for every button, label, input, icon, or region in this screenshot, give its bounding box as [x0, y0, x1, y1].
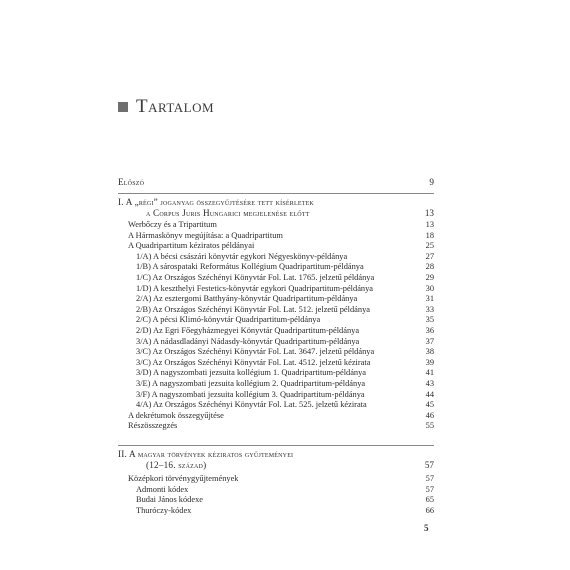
toc-entry-label: 3/D) A nagyszombati jezsuita kollégium 1. Quadripartitum-példánya: [136, 368, 367, 378]
toc-entry-page: 46: [425, 410, 434, 420]
toc-entry-page: 41: [425, 368, 434, 378]
toc-entry-page: 65: [425, 495, 434, 505]
toc-entry-page: 55: [425, 421, 434, 431]
toc-entry-page: 43: [425, 379, 434, 388]
toc-entry-label: 2/B) Az Országos Széchényi Könyvtár Fol. Lat. 512. jelzetű példánya: [136, 304, 370, 314]
toc-entry[interactable]: [118, 485, 434, 496]
toc-entry-page: 57: [424, 460, 434, 470]
toc-entry-page: 38: [425, 347, 434, 357]
toc-entry-label: A Quadripartitum kéziratos példányai: [128, 241, 255, 251]
toc-entry-page: 13: [424, 208, 434, 218]
toc-entry-page: 18: [425, 230, 434, 240]
toc-entry[interactable]: [118, 241, 434, 252]
toc-entry-label: A Hármaskönyv megújítása: a Quadripartitum: [128, 230, 283, 240]
toc-entry-page: 57: [425, 474, 434, 483]
toc-part-2-subtitle[interactable]: [118, 460, 434, 471]
toc-entry-label: Részösszegzés: [128, 421, 178, 431]
toc-entry-page: 57: [425, 484, 434, 494]
toc-entry-page: 45: [425, 400, 434, 410]
toc-entry[interactable]: [118, 400, 434, 411]
toc-entry-page: 13: [425, 220, 434, 229]
toc-entry-page: 66: [425, 506, 434, 516]
toc-part-label: II. A magyar törvények kéziratos gyűjteményei: [118, 449, 294, 459]
toc-entry-eloszo[interactable]: [118, 177, 434, 188]
toc-entry-label: 2/D) Az Egri Főegyházmegyei Könyvtár Quadripartitum-példánya: [136, 326, 360, 335]
toc-entry-page: 33: [425, 304, 434, 314]
toc-entry-page: 30: [425, 283, 434, 293]
toc-entry-label: Középkori törvénygyűjtemények: [128, 474, 239, 483]
toc-entry-label: 2/C) A pécsi Klimó-könyvtár Quadripartitum-példánya: [136, 315, 321, 325]
toc-entry[interactable]: [118, 220, 434, 231]
section-divider: [118, 445, 434, 446]
toc-entry[interactable]: [118, 294, 434, 305]
toc-entry-page: 9: [429, 177, 434, 187]
toc-entry-label: Budai János kódexe: [136, 495, 203, 505]
toc-entry-label: 3/F) A nagyszombati jezsuita kollégium 3. Quadripartitum-példánya: [136, 389, 365, 399]
toc-entry-page: 31: [425, 294, 434, 304]
toc-part-1-subtitle[interactable]: [118, 208, 434, 219]
toc-entry[interactable]: [118, 358, 434, 369]
page-number: 5: [424, 523, 429, 533]
toc-entry[interactable]: [118, 231, 434, 242]
toc-entry-label: 4/A) Az Országos Széchényi Könyvtár Fol. Lat. 525. jelzetű kézirata: [136, 400, 367, 410]
toc-part-2-title[interactable]: [118, 449, 434, 460]
toc-entry[interactable]: [118, 262, 434, 273]
toc-entry-label: 1/D) A keszthelyi Festetics-könyvtár egykori Quadripartitum-példánya: [136, 283, 373, 293]
toc-entry-label: 3/A) A nádasdladányi Nádasdy-könyvtár Quadripartitum-példánya: [136, 336, 360, 346]
toc-entry-label: 2/A) Az esztergomi Batthyány-könyvtár Quadripartitum-példánya: [136, 294, 358, 304]
toc-entry-page: 29: [425, 273, 434, 282]
toc-entry-label: Előszó: [118, 177, 145, 187]
toc-entry[interactable]: [118, 421, 434, 432]
page-title: Tartalom: [136, 96, 215, 117]
toc-entry-label: 1/B) A sárospataki Református Kollégium Quadripartitum-példánya: [136, 262, 364, 272]
toc-part-label: I. A „régi” joganyag összegyűjtésére tett kísérletek: [118, 197, 314, 207]
toc-entry-page: 25: [425, 241, 434, 251]
toc-entry[interactable]: [118, 495, 434, 506]
toc-entry[interactable]: [118, 474, 434, 485]
toc-entry[interactable]: [118, 326, 434, 337]
toc-entry[interactable]: [118, 337, 434, 348]
toc-part-label-cont: a Corpus Juris Hungarici megjelenése előtt: [146, 208, 310, 218]
toc-entry-label: Werbőczy és a Tripartitum: [128, 220, 217, 229]
toc-entry-page: 27: [425, 251, 434, 261]
toc-entry-label: Admonti kódex: [136, 484, 189, 494]
toc-part-label-cont: (12–16. század): [146, 460, 207, 470]
toc-entry[interactable]: [118, 315, 434, 326]
toc-entry[interactable]: [118, 305, 434, 316]
toc-entry-page: 35: [425, 315, 434, 325]
toc-entry[interactable]: [118, 368, 434, 379]
toc-entry-label: A dekrétumok összegyűjtése: [128, 410, 224, 420]
toc-entry-page: 36: [425, 326, 434, 335]
toc-entry-label: 1/C) Az Országos Széchényi Könyvtár Fol. Lat. 1765. jelzetű példánya: [136, 273, 375, 282]
toc-entry-label: 3/C) Az Országos Széchényi Könyvtár Fol. Lat. 3647. jelzetű példánya: [136, 347, 375, 357]
section-divider: [118, 193, 434, 194]
toc-entry-page: 44: [425, 389, 434, 399]
toc-entry-page: 37: [425, 336, 434, 346]
toc-entry-label: 3/E) A nagyszombati jezsuita kollégium 2. Quadripartitum-példánya: [136, 379, 366, 388]
toc-entry[interactable]: [118, 273, 434, 284]
toc-entry[interactable]: [118, 284, 434, 295]
toc-entry-label: Thuróczy-kódex: [136, 506, 192, 516]
toc-entry-label: 3/C) Az Országos Széchényi Könyvtár Fol. Lat. 4512. jelzetű kézirata: [136, 357, 371, 367]
toc-entry[interactable]: [118, 379, 434, 390]
toc-entry-page: 39: [425, 357, 434, 367]
toc-entry[interactable]: [118, 506, 434, 517]
toc-part-1-title[interactable]: [118, 197, 434, 208]
toc-entry[interactable]: [118, 390, 434, 401]
toc-entry[interactable]: [118, 347, 434, 358]
toc-entry-label: 1/A) A bécsi császári könyvtár egykori Négyeskönyv-példánya: [136, 251, 348, 261]
toc-entry-page: 28: [425, 262, 434, 272]
toc-entry[interactable]: [118, 252, 434, 263]
toc-entry[interactable]: [118, 411, 434, 422]
